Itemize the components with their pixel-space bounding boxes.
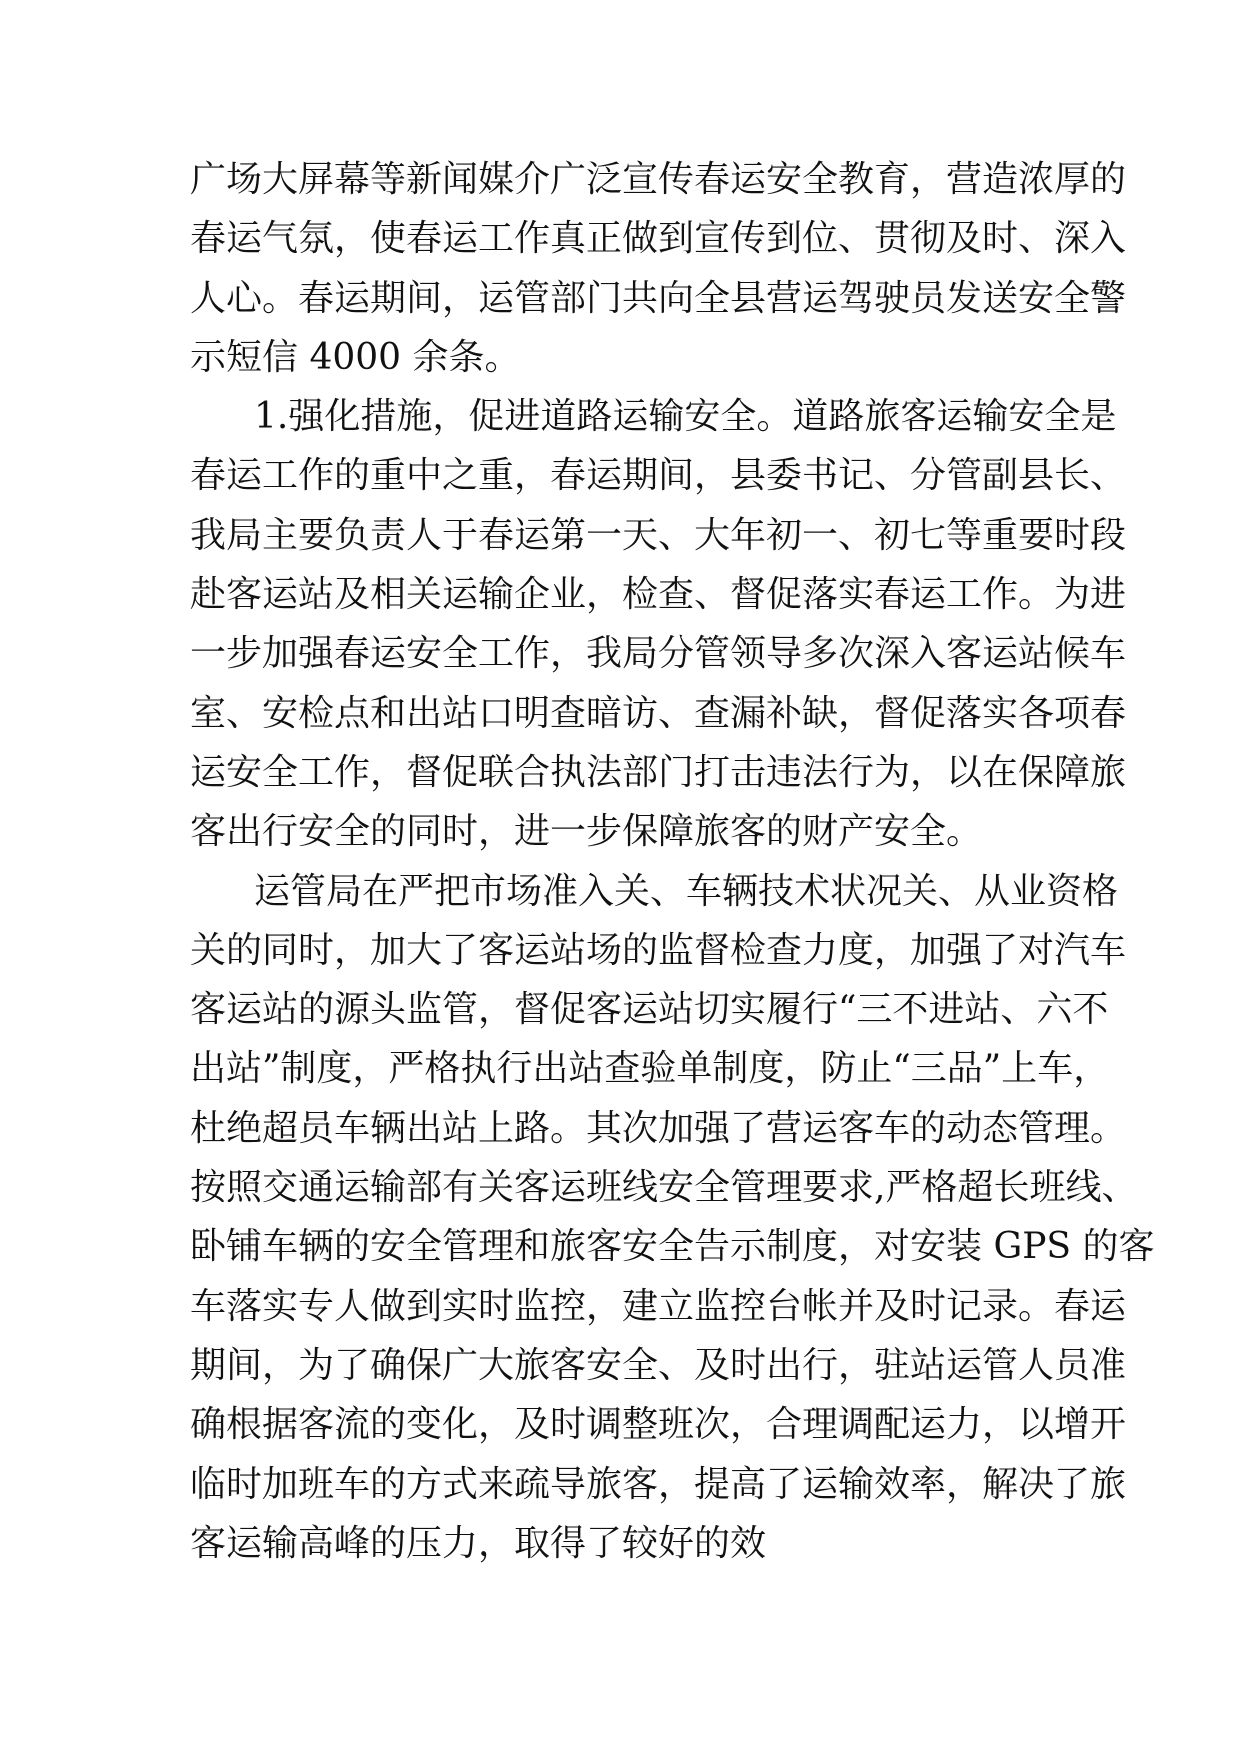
text-line: 车落实专人做到实时监控，建立监控台帐并及时记录。春运: [190, 1285, 1127, 1327]
text-line: 临时加班车的方式来疏导旅客，提高了运输效率，解决了旅: [190, 1463, 1127, 1505]
text-line: 运管局在严把市场准入关、车辆技术状况关、从业资格: [254, 870, 1119, 912]
text-line: 杜绝超员车辆出站上路。其次加强了营运客车的动态管理。: [190, 1107, 1127, 1149]
paragraph-3: [190, 862, 1155, 1574]
paragraph-2: [190, 387, 1127, 861]
text-line: 一步加强春运安全工作，我局分管领导多次深入客运站候车: [190, 633, 1127, 675]
text-line: 示短信 4000 余条。: [190, 336, 521, 378]
text-line: 广场大屏幕等新闻媒介广泛宣传春运安全教育，营造浓厚的: [190, 159, 1127, 200]
text-line: 卧铺车辆的安全管理和旅客安全告示制度，对安装 GPS 的客: [190, 1226, 1155, 1268]
text-line: 关的同时，加大了客运站场的监督检查力度，加强了对汽车: [190, 929, 1127, 971]
text-line: 1.强化措施，促进道路运输安全。道路旅客运输安全是: [254, 396, 1117, 438]
paragraph-1: [190, 150, 1127, 387]
document-body: [190, 150, 1155, 1573]
text-line: 春运气氛，使春运工作真正做到宣传到位、贯彻及时、深入: [190, 218, 1127, 260]
text-line: 我局主要负责人于春运第一天、大年初一、初七等重要时段: [190, 514, 1127, 556]
text-line: 室、安检点和出站口明查暗访、查漏补缺，督促落实各项春: [190, 692, 1127, 734]
text-line: 期间，为了确保广大旅客安全、及时出行，驻站运管人员准: [190, 1344, 1127, 1386]
text-line: 客运输高峰的压力，取得了较好的效: [190, 1522, 767, 1564]
text-line: 确根据客流的变化，及时调整班次，合理调配运力，以增开: [190, 1404, 1127, 1446]
text-line: 运安全工作，督促联合执法部门打击违法行为，以在保障旅: [190, 751, 1127, 793]
text-line: 客运站的源头监管，督促客运站切实履行“三不进站、六不: [190, 989, 1109, 1031]
text-line: 赴客运站及相关运输企业，检查、督促落实春运工作。为进: [190, 574, 1127, 616]
text-line: 客出行安全的同时，进一步保障旅客的财产安全。: [190, 811, 983, 853]
text-line: 按照交通运输部有关客运班线安全管理要求,严格超长班线、: [190, 1167, 1138, 1209]
text-line: 出站”制度，严格执行出站查验单制度，防止“三品”上车，: [190, 1048, 1110, 1090]
text-line: 春运工作的重中之重，春运期间，县委书记、分管副县长、: [190, 455, 1127, 497]
text-line: 人心。春运期间，运管部门共向全县营运驾驶员发送安全警: [190, 277, 1127, 319]
